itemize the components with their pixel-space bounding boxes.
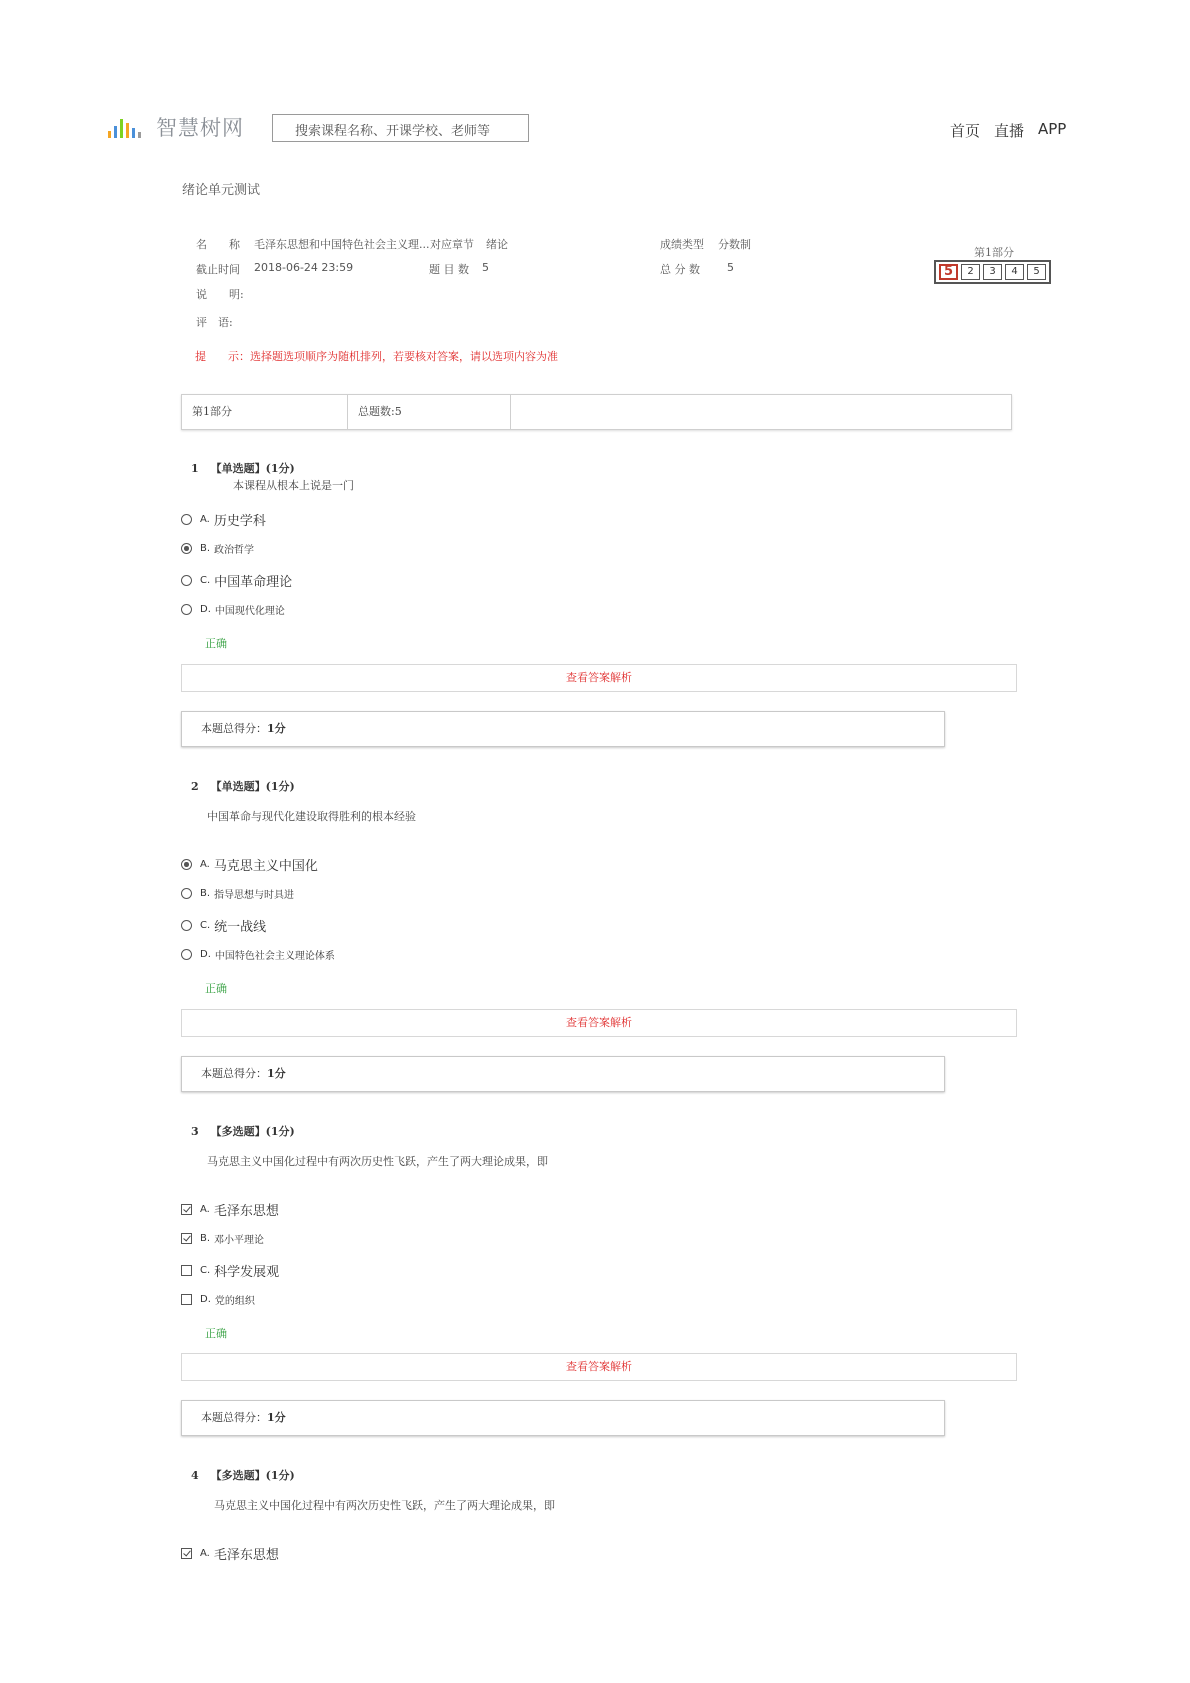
deadline-value: 2018-06-24 23:59 bbox=[254, 261, 354, 274]
search-placeholder: 搜索课程名称、开课学校、老师等 bbox=[295, 124, 491, 139]
pager bbox=[934, 260, 1051, 284]
option-letter: C. bbox=[200, 575, 211, 586]
option-text: 政治哲学 bbox=[214, 545, 255, 556]
option-d[interactable] bbox=[181, 602, 285, 617]
count-label: 题 目 数 bbox=[429, 263, 469, 276]
option-letter: A. bbox=[200, 859, 210, 870]
option-text: 中国特色社会主义理论体系 bbox=[214, 951, 335, 962]
question-type: 【多选题】(1分) bbox=[210, 1469, 295, 1482]
option-a[interactable] bbox=[181, 510, 266, 529]
option-c[interactable] bbox=[181, 1261, 279, 1280]
pager-page[interactable]: 5 bbox=[939, 264, 958, 280]
deadline-label: 截止时间 bbox=[196, 263, 240, 276]
correct-label: 正确 bbox=[205, 637, 227, 650]
grade-type-label: 成绩类型 bbox=[660, 238, 704, 251]
score-prefix: 本题总得分： bbox=[201, 1411, 267, 1424]
option-text: 党的组织 bbox=[214, 1296, 255, 1307]
score-prefix: 本题总得分： bbox=[201, 1067, 267, 1080]
option-text: 指导思想与时具进 bbox=[214, 890, 295, 901]
option-text: 统一战线 bbox=[214, 920, 267, 935]
nav-home[interactable]: 首页 bbox=[950, 122, 981, 140]
checkbox-checked-icon[interactable] bbox=[181, 1233, 192, 1244]
chapter-value: 绪论 bbox=[486, 238, 508, 251]
total-label: 总 分 数 bbox=[660, 263, 700, 276]
pager-page[interactable]: 3 bbox=[983, 264, 1002, 280]
question-header bbox=[191, 1123, 295, 1139]
option-a[interactable] bbox=[181, 1544, 279, 1563]
option-letter: D. bbox=[200, 604, 211, 615]
pager-page[interactable]: 4 bbox=[1005, 264, 1024, 280]
radio-icon[interactable] bbox=[181, 888, 192, 899]
option-text: 中国现代化理论 bbox=[214, 606, 285, 617]
score-box bbox=[181, 1056, 945, 1092]
name-label: 名 称 bbox=[196, 238, 240, 251]
option-letter: A. bbox=[200, 1548, 210, 1559]
option-b[interactable] bbox=[181, 1231, 264, 1246]
option-text: 中国革命理论 bbox=[214, 575, 293, 590]
section-total: 总题数:5 bbox=[348, 395, 511, 429]
option-c[interactable] bbox=[181, 916, 266, 935]
nav-live[interactable]: 直播 bbox=[994, 122, 1025, 140]
pager-label: 第1部分 bbox=[974, 246, 1014, 259]
question-stem: 马克思主义中国化过程中有两次历史性飞跃，产生了两大理论成果，即 bbox=[207, 1155, 548, 1168]
desc-label: 说 明: bbox=[196, 288, 244, 301]
option-a[interactable] bbox=[181, 855, 318, 874]
option-letter: D. bbox=[200, 1294, 211, 1305]
option-letter: B. bbox=[200, 888, 211, 899]
comment-label: 评 语: bbox=[196, 316, 233, 329]
logo-text: 智慧树网 bbox=[156, 116, 244, 140]
view-analysis-button[interactable]: 查看答案解析 bbox=[181, 1353, 1017, 1381]
question-number: 2 bbox=[191, 780, 199, 793]
correct-label: 正确 bbox=[205, 1327, 227, 1340]
option-letter: C. bbox=[200, 920, 211, 931]
option-letter: A. bbox=[200, 514, 210, 525]
correct-label: 正确 bbox=[205, 982, 227, 995]
pager-page[interactable]: 5 bbox=[1027, 264, 1046, 280]
option-letter: C. bbox=[200, 1265, 211, 1276]
view-analysis-button[interactable]: 查看答案解析 bbox=[181, 1009, 1017, 1037]
hint-text: 提 示：选择题选项顺序为随机排列，若要核对答案，请以选项内容为准 bbox=[195, 350, 558, 363]
option-a[interactable] bbox=[181, 1200, 279, 1219]
option-b[interactable] bbox=[181, 886, 294, 901]
option-d[interactable] bbox=[181, 1292, 255, 1307]
option-text: 毛泽东思想 bbox=[213, 1204, 279, 1219]
option-text: 马克思主义中国化 bbox=[213, 859, 318, 874]
logo-icon bbox=[108, 116, 152, 140]
radio-icon[interactable] bbox=[181, 949, 192, 960]
view-analysis-button[interactable]: 查看答案解析 bbox=[181, 664, 1017, 692]
option-text: 毛泽东思想 bbox=[213, 1548, 279, 1563]
pager-page[interactable]: 2 bbox=[961, 264, 980, 280]
name-value: 毛泽东思想和中国特色社会主义理... bbox=[254, 238, 430, 251]
question-number: 4 bbox=[191, 1469, 199, 1482]
option-letter: D. bbox=[200, 949, 211, 960]
score-prefix: 本题总得分： bbox=[201, 722, 267, 735]
question-stem: 本课程从根本上说是一门 bbox=[233, 479, 354, 492]
section-table bbox=[181, 394, 1012, 430]
checkbox-icon[interactable] bbox=[181, 1265, 192, 1276]
radio-checked-icon[interactable] bbox=[181, 859, 192, 870]
option-text: 邓小平理论 bbox=[214, 1235, 265, 1246]
question-number: 1 bbox=[191, 462, 199, 475]
question-header bbox=[191, 1467, 295, 1483]
question-type: 【单选题】(1分) bbox=[210, 780, 295, 793]
chapter-label: 对应章节 bbox=[430, 238, 474, 251]
question-stem: 中国革命与现代化建设取得胜利的根本经验 bbox=[207, 810, 416, 823]
checkbox-checked-icon[interactable] bbox=[181, 1548, 192, 1559]
score-box bbox=[181, 711, 945, 747]
option-text: 科学发展观 bbox=[214, 1265, 280, 1280]
question-type: 【单选题】(1分) bbox=[210, 462, 295, 475]
radio-icon[interactable] bbox=[181, 920, 192, 931]
score-box bbox=[181, 1400, 945, 1436]
option-c[interactable] bbox=[181, 571, 292, 590]
option-d[interactable] bbox=[181, 947, 335, 962]
question-header bbox=[191, 778, 295, 794]
count-value: 5 bbox=[482, 261, 489, 274]
total-value: 5 bbox=[727, 261, 734, 274]
radio-icon[interactable] bbox=[181, 514, 192, 525]
checkbox-checked-icon[interactable] bbox=[181, 1204, 192, 1215]
question-number: 3 bbox=[191, 1125, 199, 1138]
page-title: 绪论单元测试 bbox=[182, 183, 261, 198]
section-part: 第1部分 bbox=[182, 395, 348, 429]
question-stem: 马克思主义中国化过程中有两次历史性飞跃，产生了两大理论成果，即 bbox=[214, 1499, 555, 1512]
score-value: 1分 bbox=[267, 722, 286, 735]
option-text: 历史学科 bbox=[213, 514, 266, 529]
option-letter: A. bbox=[200, 1204, 210, 1215]
nav-app[interactable]: APP bbox=[1038, 120, 1067, 138]
radio-checked-icon[interactable] bbox=[181, 543, 192, 554]
option-b[interactable] bbox=[181, 541, 254, 556]
score-value: 1分 bbox=[267, 1067, 286, 1080]
grade-type-value: 分数制 bbox=[718, 238, 751, 251]
search-input[interactable] bbox=[272, 114, 529, 142]
option-letter: B. bbox=[200, 1233, 211, 1244]
checkbox-icon[interactable] bbox=[181, 1294, 192, 1305]
radio-icon[interactable] bbox=[181, 604, 192, 615]
question-header bbox=[191, 460, 295, 476]
radio-icon[interactable] bbox=[181, 575, 192, 586]
section-empty bbox=[511, 395, 1011, 429]
question-type: 【多选题】(1分) bbox=[210, 1125, 295, 1138]
option-letter: B. bbox=[200, 543, 211, 554]
score-value: 1分 bbox=[267, 1411, 286, 1424]
